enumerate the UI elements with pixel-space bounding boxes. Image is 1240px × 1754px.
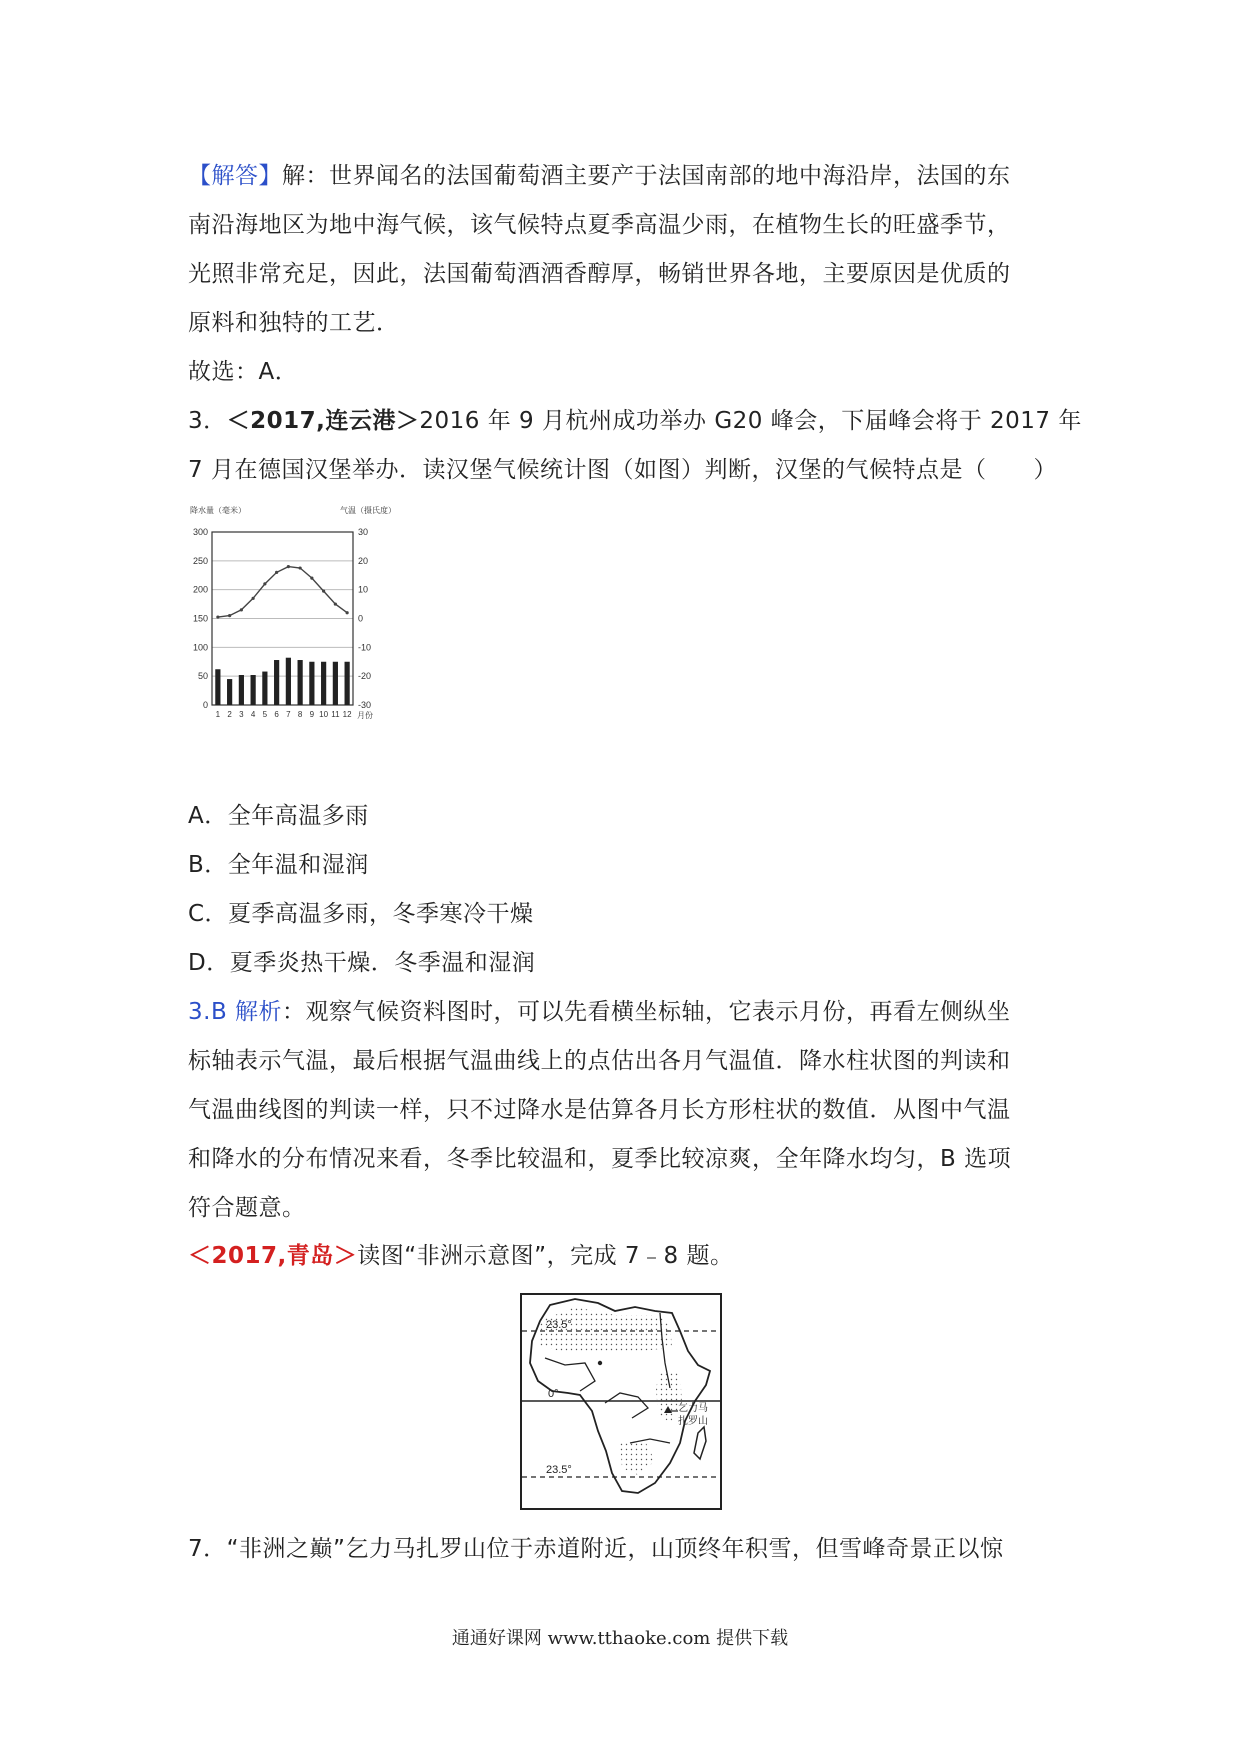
page-footer: 通通好课网 www.tthaoke.com 提供下载: [451, 1628, 789, 1649]
y-tick-label-right: 20: [358, 555, 369, 566]
precip-bar: [321, 662, 326, 705]
explanation-block: [188, 988, 1058, 1233]
kilimanjaro-label-2: 扎罗山: [678, 1416, 708, 1427]
x-tick-label: 8: [297, 710, 303, 719]
option-c: C．夏季高温多雨，冬季寒冷干燥: [188, 901, 534, 927]
explanation-line: 符合题意。: [188, 1195, 306, 1221]
y-tick-label-left: 50: [197, 671, 208, 682]
precip-bar: [215, 669, 220, 705]
y-tick-label-left: 150: [192, 613, 208, 624]
y-axis-title-right: 气温（摄氏度）: [340, 506, 396, 515]
answer-block: [188, 152, 1058, 397]
x-tick-label: 6: [274, 710, 279, 719]
x-tick-label: 3: [239, 710, 244, 719]
label-equator: 0°: [548, 1388, 559, 1400]
temperature-point: [216, 615, 219, 618]
question-text: 2016 年 9 月杭州成功举办 G20 峰会，下届峰会将于 2017 年: [419, 408, 1082, 434]
map-point-marker: [598, 1361, 602, 1365]
question-source: ＜2017,连云港＞: [226, 408, 420, 434]
temperature-point: [275, 571, 278, 574]
precip-bar: [239, 675, 244, 705]
label-tropic-south: 23.5°: [546, 1464, 572, 1476]
question-text: 读图“非洲示意图”，完成 7﹣8 题。: [357, 1243, 734, 1269]
temperature-point: [252, 597, 255, 600]
y-tick-label-left: 250: [192, 555, 208, 566]
question-3: [188, 397, 1082, 495]
question-7-8-intro: [188, 1232, 1058, 1281]
temperature-point: [322, 590, 325, 593]
answer-line: 南沿海地区为地中海气候，该气候特点夏季高温少雨，在植物生长的旺盛季节，: [188, 212, 1011, 238]
temperature-point: [346, 611, 349, 614]
temperature-point: [228, 614, 231, 617]
explanation-line: ：观察气候资料图时，可以先看横坐标轴，它表示月份，再看左侧纵坐: [282, 999, 1011, 1025]
question-text: 7．“非洲之巅”乞力马扎罗山位于赤道附近，山顶终年积雪，但雪峰奇景正以惊: [188, 1536, 1004, 1562]
precip-bar: [274, 660, 279, 705]
y-tick-label-right: 10: [358, 584, 369, 595]
precip-bar: [345, 662, 350, 705]
climate-chart-svg: [190, 505, 450, 775]
y-tick-label-right: 0: [358, 613, 364, 624]
temperature-line: [218, 567, 347, 618]
explanation-line: 和降水的分布情况来看，冬季比较温和，夏季比较凉爽，全年降水均匀，B 选项: [188, 1146, 1012, 1172]
precip-bar: [227, 679, 232, 705]
question-source: ＜2017,青岛＞: [188, 1243, 358, 1269]
x-tick-label: 11: [331, 710, 340, 719]
africa-map-svg: [520, 1293, 722, 1510]
x-tick-label: 9: [309, 710, 315, 719]
temperature-point: [263, 582, 266, 585]
temperature-point: [287, 565, 290, 568]
options-list: [188, 792, 1058, 988]
answer-line: 光照非常充足，因此，法国葡萄酒酒香醇厚，畅销世界各地，主要原因是优质的: [188, 261, 1011, 287]
answer-label: 【解答】: [188, 163, 282, 189]
precip-bar: [309, 662, 314, 705]
y-tick-label-left: 300: [192, 527, 208, 537]
x-axis-title: 月份: [357, 711, 373, 720]
x-tick-label: 12: [342, 710, 352, 719]
precip-bar: [262, 672, 267, 705]
kilimanjaro-label-1: 乞力马: [678, 1403, 708, 1414]
precip-bar: [298, 660, 303, 705]
temperature-point: [240, 608, 243, 611]
x-tick-label: 7: [286, 710, 291, 719]
answer-line: 解：世界闻名的法国葡萄酒主要产于法国南部的地中海沿岸，法国的东: [282, 163, 1011, 189]
temperature-point: [299, 566, 302, 569]
option-b: B．全年温和湿润: [188, 852, 369, 878]
option-a: A．全年高温多雨: [188, 803, 369, 829]
x-tick-label: 5: [262, 710, 268, 719]
answer-choice: 故选：A．: [188, 359, 299, 385]
temperature-point: [334, 602, 337, 605]
answer-line: 原料和独特的工艺．: [188, 310, 400, 336]
precip-bar: [251, 675, 256, 705]
climate-chart: [190, 505, 450, 775]
temperature-point: [310, 577, 313, 580]
y-tick-label-left: 200: [192, 584, 208, 595]
x-tick-label: 2: [227, 710, 232, 719]
question-text: 7 月在德国汉堡举办．读汉堡气候统计图（如图）判断，汉堡的气候特点是（ ）: [188, 457, 1057, 483]
y-tick-label-right: -20: [358, 671, 372, 682]
y-axis-title-left: 降水量（毫米）: [190, 506, 246, 515]
option-d: D．夏季炎热干燥．冬季温和湿润: [188, 950, 536, 976]
label-tropic-north: 23.5°: [546, 1319, 572, 1331]
question-number: 3．: [188, 408, 227, 434]
y-tick-label-right: -30: [358, 700, 372, 710]
y-tick-label-left: 0: [202, 700, 208, 710]
y-tick-label-left: 100: [192, 642, 208, 653]
x-tick-label: 1: [215, 710, 221, 719]
explanation-line: 气温曲线图的判读一样，只不过降水是估算各月长方形柱状的数值．从图中气温: [188, 1097, 1011, 1123]
x-tick-label: 10: [319, 710, 329, 719]
precip-bar: [286, 658, 291, 705]
y-tick-label-right: -10: [358, 642, 372, 653]
explanation-label: 3.B 解析: [188, 999, 283, 1025]
question-7: [188, 1525, 1058, 1574]
africa-map: [520, 1293, 722, 1510]
precip-bar: [333, 662, 338, 705]
explanation-line: 标轴表示气温，最后根据气温曲线上的点估出各月气温值．降水柱状图的判读和: [188, 1048, 1011, 1074]
x-tick-label: 4: [250, 710, 256, 719]
y-tick-label-right: 30: [358, 527, 369, 537]
